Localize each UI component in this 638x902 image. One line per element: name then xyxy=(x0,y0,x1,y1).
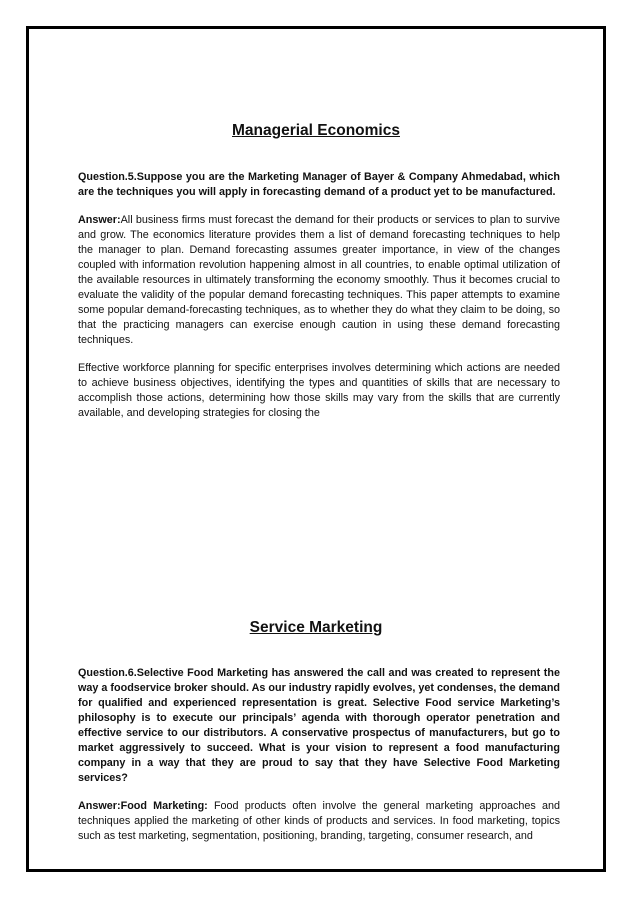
section-heading-service-marketing: Service Marketing xyxy=(249,619,383,636)
question-5: Question.5.Suppose you are the Marketing Manager of Bayer & Company Ahmedabad, which are the techniques you will apply in forecasting demand of a product yet to be manufactured. xyxy=(78,171,560,198)
answer-text: Food products often involve the general marketing approaches and techniques applied the marketing of other kinds of products and services. In food marketing, topics such as test marketing, segmentation, positioning, branding, targeting, consumer research, and xyxy=(78,800,560,842)
answer-5 xyxy=(78,213,560,348)
answer-6 xyxy=(78,799,560,844)
answer-label: Answer:Food Marketing: xyxy=(78,800,208,812)
section-heading-managerial-economics: Managerial Economics xyxy=(232,122,400,139)
question-6: Question.6.Selective Food Marketing has answered the call and was created to represent the way a foodservice broker should. As our industry rapidly evolves, yet condenses, the demand for qualified and experienced representation is great. Selective Food service Marketing’s philosophy is to execute our principals’ agenda with thorough operator penetration and effective service to our distributors. A conservative prospectus of manufacturers, but go to market aggressively to succeed. What is your vision to represent a food manufacturing company in a way that they are proud to say that they have Selective Food Marketing services? xyxy=(78,667,561,784)
section-service-marketing xyxy=(78,666,560,857)
workforce-paragraph: Effective workforce planning for specific enterprises involves determining which actions are needed to achieve business objectives, identifying the types and quantities of skills that are necessary to accomplish those actions, determining how those skills may vary from the skills that are currently available, and developing strategies for closing the xyxy=(78,362,560,419)
section-managerial-economics xyxy=(78,170,560,434)
answer-label: Answer: xyxy=(78,214,121,226)
answer-text: All business firms must forecast the demand for their products or services to plan to survive and grow. The economics literature provides them a list of demand forecasting techniques to help the manager to plan. Demand forecasting assumes greater importance, in view of the changes coupled with information revolution happening almost in all countries, to enable optimal utilization of the available resources in ultimately transforming the economy smoothly. Thus it becomes crucial to evaluate the validity of the popular demand forecasting techniques. This paper attempts to examine some popular demand-forecasting techniques, as to whether they do what they claim to be doing, so that the practicing managers can exercise enough caution in using these demand forecasting techniques. xyxy=(78,214,560,346)
